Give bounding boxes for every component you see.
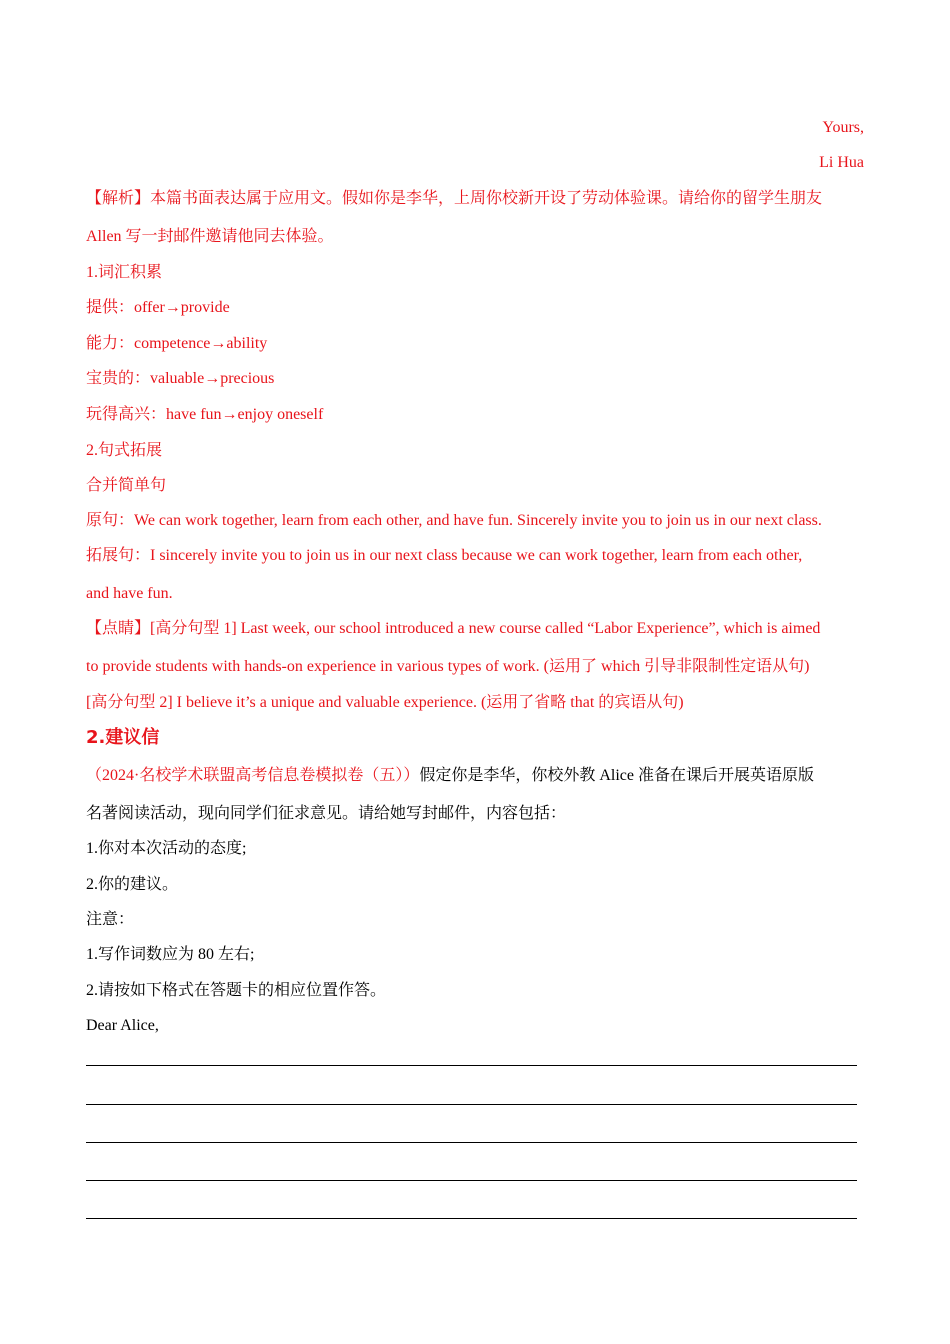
highlight-line-3: [高分句型 2] I believe it’s a unique and valuable experience. (运用了省略 that 的宾语从句) <box>86 694 684 711</box>
closing-yours: Yours, <box>822 119 864 136</box>
analysis-line-2: Allen 写一封邮件邀请他同去体验。 <box>86 228 334 245</box>
content-item: 1.你对本次活动的态度; <box>86 840 247 857</box>
salutation: Dear Alice, <box>86 1017 159 1034</box>
expanded-sentence-line-2: and have fun. <box>86 585 173 602</box>
vocab-title: 1.词汇积累 <box>86 264 163 281</box>
original-sentence: 原句：We can work together, learn from each other, and have fun. Sincerely invite you to join us in our next class. <box>86 512 822 529</box>
highlight-line-2: to provide students with hands-on experience in various types of work. (运用了 which 引导非限制性定语从句) <box>86 658 810 675</box>
content-item: 2.你的建议。 <box>86 876 179 893</box>
notes-title: 注意： <box>86 911 135 928</box>
answer-line <box>86 1218 857 1219</box>
vocab-item: 能力：competence→ability <box>86 335 268 352</box>
sentence-subtitle: 合并简单句 <box>86 477 167 494</box>
answer-line <box>86 1065 857 1066</box>
prompt-text: 假定你是李华，你校外教 Alice 准备在课后开展英语原版 <box>419 767 814 784</box>
answer-line <box>86 1180 857 1181</box>
answer-line <box>86 1104 857 1105</box>
prompt-line-1 <box>86 766 864 786</box>
closing-name: Li Hua <box>819 154 864 171</box>
highlight-line-1: 【点睛】[高分句型 1] Last week, our school introduced a new course called “Labor Experience”, which is aimed <box>86 620 821 637</box>
prompt-line-2: 名著阅读活动，现向同学们征求意见。请给她写封邮件，内容包括： <box>86 805 567 822</box>
note-item: 2.请按如下格式在答题卡的相应位置作答。 <box>86 982 387 999</box>
vocab-item: 提供：offer→provide <box>86 299 230 316</box>
answer-line <box>86 1142 857 1143</box>
vocab-item: 玩得高兴：have fun→enjoy oneself <box>86 406 324 423</box>
note-item: 1.写作词数应为 80 左右; <box>86 946 255 963</box>
analysis-line-1: 【解析】本篇书面表达属于应用文。假如你是李华，上周你校新开设了劳动体验课。请给你的留学生朋友 <box>86 190 823 207</box>
prompt-source: （2024·名校学术联盟高考信息卷模拟卷（五）） <box>86 767 420 784</box>
vocab-item: 宝贵的：valuable→precious <box>86 370 275 387</box>
expanded-sentence-line-1: 拓展句：I sincerely invite you to join us in our next class because we can work together, learn from each other, <box>86 547 803 564</box>
sentence-title: 2.句式拓展 <box>86 442 163 459</box>
section-heading: 2.建议信 <box>86 727 160 748</box>
